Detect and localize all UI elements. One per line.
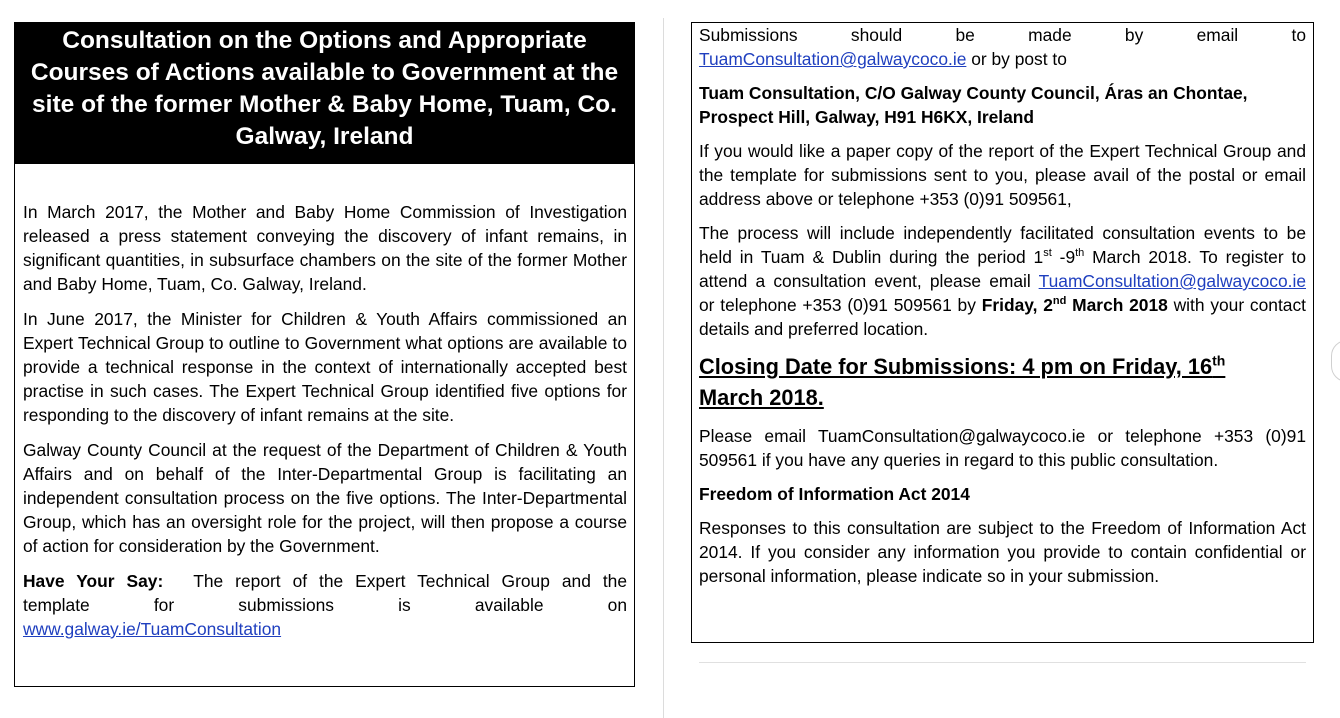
paragraph-paper-copy: If you would like a paper copy of the report of the Expert Technical Group and the template for submissions sent to you, please avail of the postal or email address above or telephone +353 (0)91 509561,: [699, 141, 1306, 209]
submission-intro-text: Submissions should be made by email to: [699, 25, 1306, 45]
events-text-4: or telephone +353 (0)91 509561 by: [699, 295, 982, 315]
right-notice-body: [692, 23, 1313, 588]
paragraph-have-your-say: [23, 569, 627, 617]
events-text-2: -9: [1051, 247, 1076, 267]
deadline-rest: March 2018: [1066, 295, 1168, 315]
tuam-consultation-link[interactable]: www.galway.ie/TuamConsultation: [23, 619, 282, 639]
paragraph-link-line: [23, 617, 627, 641]
column-divider: [663, 18, 664, 718]
register-email-link[interactable]: TuamConsultation@galwaycoco.ie: [1038, 271, 1306, 291]
events-text-5: with your contact details and preferred location.: [699, 295, 1306, 339]
right-notice-panel: [691, 22, 1314, 643]
deadline-sup: nd: [1052, 295, 1067, 308]
paragraph-submission-intro: [699, 23, 1306, 47]
closing-text-2: March 2018.: [699, 385, 824, 410]
scroll-handle[interactable]: [1331, 340, 1340, 382]
left-notice-body: [15, 164, 634, 641]
notice-title-box: [15, 23, 634, 164]
events-sup-2: th: [1075, 247, 1085, 260]
foi-heading: Freedom of Information Act 2014: [699, 484, 970, 504]
closing-text-1: Closing Date for Submissions: 4 pm on Friday, 16: [699, 354, 1213, 379]
paragraph-foi: Responses to this consultation are subject to the Freedom of Information Act 2014. If you consider any information you provide to contain confidential or personal information, please indicate so in your submission.: [699, 518, 1306, 586]
submission-email-link[interactable]: TuamConsultation@galwaycoco.ie: [699, 49, 967, 69]
closing-date-heading: [699, 351, 1306, 413]
submission-post-text: or by post to: [966, 49, 1067, 69]
events-text-3: March 2018. To register to attend a consultation event, please email: [699, 247, 1306, 291]
have-your-say-text: The report of the Expert Technical Group and the template for submissions is available on: [23, 571, 627, 615]
paragraph-queries: Please email TuamConsultation@galwaycoco.ie or telephone +353 (0)91 509561 if you have any queries in regard to this public consultation.: [699, 426, 1306, 470]
postal-address: Tuam Consultation, C/O Galway County Council, Áras an Chontae, Prospect Hill, Galway, H91 H6KX, Ireland: [699, 83, 1248, 127]
closing-sup: th: [1212, 352, 1226, 369]
notice-title: Consultation on the Options and Appropriate Courses of Actions available to Government at the site of the former Mother & Baby Home, Tuam, Co. Galway, Ireland: [30, 27, 619, 150]
paragraph-june-2017: In June 2017, the Minister for Children & Youth Affairs commissioned an Expert Technical Group to outline to Government what options are available to provide a technical response in the context of internationally accepted best practise in such cases. The Expert Technical Group identified five options for responding to the discovery of infant remains at the site.: [23, 309, 627, 425]
events-sup-1: st: [1043, 247, 1052, 260]
page-bottom-rule: [699, 662, 1306, 663]
paragraph-consultation-events: [699, 221, 1306, 341]
paragraph-march-2017: In March 2017, the Mother and Baby Home Commission of Investigation released a press statement conveying the discovery of infant remains, in significant quantities, in subsurface chambers on the site of the former Mother and Baby Home, Tuam, Co. Galway, Ireland.: [23, 202, 627, 294]
events-text-1: The process will include independently facilitated consultation events to be held in Tuam & Dublin during the period 1: [699, 223, 1306, 267]
register-deadline: [982, 295, 1168, 315]
deadline-day: Friday, 2: [981, 295, 1053, 315]
paragraph-galway-council: Galway County Council at the request of the Department of Children & Youth Affairs and on behalf of the Inter-Departmental Group is facilitating an independent consultation process on the five options. The Inter-Departmental Group, which has an oversight role for the project, will then propose a course of action for consideration by the Government.: [23, 440, 627, 556]
left-notice-panel: [14, 22, 635, 687]
have-your-say-label: Have Your Say:: [23, 571, 164, 591]
paragraph-submission-email: [699, 47, 1306, 71]
